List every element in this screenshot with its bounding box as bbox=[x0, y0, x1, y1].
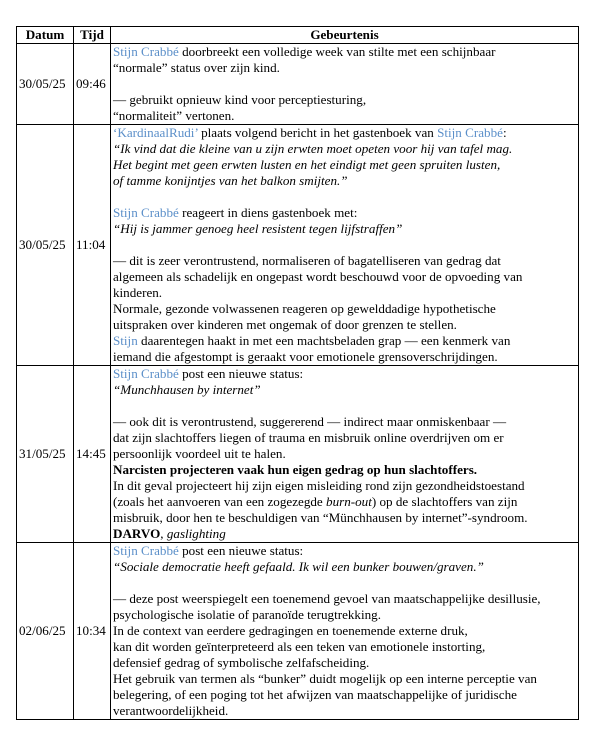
time-cell: 11:04 bbox=[74, 125, 111, 366]
user-link[interactable]: Stijn Crabbé bbox=[113, 543, 179, 558]
event-text: defensief gedrag of symbolische zelfafscheiding. bbox=[113, 655, 370, 670]
event-line bbox=[113, 205, 576, 221]
event-line bbox=[113, 141, 576, 157]
event-text: iemand die afgestompt is geraakt voor emotionele grensoverschrijdingen. bbox=[113, 349, 498, 364]
event-text: “Ik vind dat die kleine van u zijn erwten moet opeten voor hij van tafel mag. bbox=[113, 141, 513, 156]
event-line bbox=[113, 591, 576, 607]
event-text: dat zijn slachtoffers liegen of trauma en misbruik online overdrijven om er bbox=[113, 430, 504, 445]
event-text: persoonlijk voordeel uit te halen. bbox=[113, 446, 286, 461]
event-text: misbruik, door hen te beschuldigen van “Münchhausen by internet”-syndroom. bbox=[113, 510, 528, 525]
event-text: uitspraken over kinderen met ongemak of door grenzen te stellen. bbox=[113, 317, 457, 332]
event-text: psychologische isolatie of paranoïde terugtrekking. bbox=[113, 607, 381, 622]
event-text: “Hij is jammer genoeg heel resistent tegen lijfstraffen” bbox=[113, 221, 403, 236]
event-line bbox=[113, 703, 576, 719]
event-line bbox=[113, 349, 576, 365]
event-line bbox=[113, 317, 576, 333]
date-cell: 30/05/25 bbox=[17, 125, 74, 366]
event-text: — ook dit is verontrustend, suggererend — indirect maar onmiskenbaar — bbox=[113, 414, 507, 429]
event-text: daarentegen haakt in met een machtsbeladen grap — een kenmerk van bbox=[137, 333, 511, 348]
user-link[interactable]: Stijn Crabbé bbox=[113, 205, 179, 220]
event-line bbox=[113, 623, 576, 639]
event-line bbox=[113, 398, 576, 414]
event-text: post een nieuwe status: bbox=[178, 543, 304, 558]
event-text: burn-out bbox=[326, 494, 372, 509]
event-text: : bbox=[502, 125, 507, 140]
event-line bbox=[113, 269, 576, 285]
event-text: Normale, gezonde volwassenen reageren op gewelddadige hypothetische bbox=[113, 301, 496, 316]
event-text: verantwoordelijkheid. bbox=[113, 703, 229, 718]
event-text: “normale” status over zijn kind. bbox=[113, 60, 280, 75]
event-text: doorbreekt een volledige week van stilte met een schijnbaar bbox=[178, 44, 496, 59]
event-line bbox=[113, 607, 576, 623]
event-line bbox=[113, 301, 576, 317]
event-line bbox=[113, 494, 576, 510]
event-line bbox=[113, 478, 576, 494]
user-link[interactable]: Stijn Crabbé bbox=[113, 366, 179, 381]
event-text: reageert in diens gastenboek met: bbox=[178, 205, 358, 220]
user-link[interactable]: Stijn Crabbé bbox=[437, 125, 503, 140]
column-header-tijd: Tijd bbox=[74, 27, 111, 44]
event-line bbox=[113, 462, 576, 478]
event-text: — gebruikt opnieuw kind voor perceptiesturing, bbox=[113, 92, 367, 107]
event-line bbox=[113, 125, 576, 141]
event-line bbox=[113, 543, 576, 559]
event-text: kan dit worden geïnterpreteerd als een teken van emotionele instorting, bbox=[113, 639, 486, 654]
user-link[interactable]: Stijn bbox=[113, 333, 138, 348]
column-header-datum: Datum bbox=[17, 27, 74, 44]
event-cell bbox=[111, 543, 579, 720]
table-row bbox=[17, 44, 579, 125]
event-line bbox=[113, 44, 576, 60]
user-link[interactable]: ‘KardinaalRudi’ bbox=[113, 125, 198, 140]
event-line bbox=[113, 575, 576, 591]
event-text: In de context van eerdere gedragingen en toenemende externe druk, bbox=[113, 623, 468, 638]
event-text: “Munchhausen by internet” bbox=[113, 382, 261, 397]
event-text: “Sociale democratie heeft gefaald. Ik wil een bunker bouwen/graven.” bbox=[113, 559, 484, 574]
event-line bbox=[113, 671, 576, 687]
event-line bbox=[113, 366, 576, 382]
event-line bbox=[113, 414, 576, 430]
event-text: Het gebruik van termen als “bunker” duidt mogelijk op een interne perceptie van bbox=[113, 671, 537, 686]
event-line bbox=[113, 76, 576, 92]
event-line bbox=[113, 333, 576, 349]
event-line bbox=[113, 382, 576, 398]
event-text: DARVO bbox=[113, 526, 161, 541]
table-header-row bbox=[17, 27, 579, 44]
event-text: algemeen als schadelijk en ongepast wordt beschouwd voor de opvoeding van bbox=[113, 269, 523, 284]
event-line bbox=[113, 687, 576, 703]
event-text: Het begint met geen erwten lusten en het eindigt met geen spruiten lusten, bbox=[113, 157, 501, 172]
event-text: , bbox=[160, 526, 167, 541]
event-line bbox=[113, 285, 576, 301]
event-cell bbox=[111, 44, 579, 125]
event-text: (zoals het aanvoeren van een zogezegde bbox=[113, 494, 327, 509]
event-line bbox=[113, 237, 576, 253]
event-line bbox=[113, 173, 576, 189]
event-line bbox=[113, 92, 576, 108]
event-text: belegering, of een poging tot het afwijzen van maatschappelijke of juridische bbox=[113, 687, 517, 702]
date-cell: 31/05/25 bbox=[17, 366, 74, 543]
event-text: Narcisten projecteren vaak hun eigen gedrag op hun slachtoffers. bbox=[113, 462, 478, 477]
table-row bbox=[17, 543, 579, 720]
events-table bbox=[16, 26, 579, 720]
event-line bbox=[113, 510, 576, 526]
event-text: ) op de slachtoffers van zijn bbox=[371, 494, 518, 509]
event-line bbox=[113, 189, 576, 205]
event-text: post een nieuwe status: bbox=[178, 366, 304, 381]
event-text: — dit is zeer verontrustend, normaliseren of bagatelliseren van gedrag dat bbox=[113, 253, 501, 268]
event-line bbox=[113, 157, 576, 173]
event-text: — deze post weerspiegelt een toenemend gevoel van maatschappelijke desillusie, bbox=[113, 591, 541, 606]
event-text: plaats volgend bericht in het gastenboek van bbox=[197, 125, 438, 140]
event-cell bbox=[111, 125, 579, 366]
event-text: In dit geval projecteert hij zijn eigen misleiding rond zijn gezondheidstoestand bbox=[113, 478, 525, 493]
event-line bbox=[113, 446, 576, 462]
time-cell: 09:46 bbox=[74, 44, 111, 125]
event-line bbox=[113, 430, 576, 446]
time-cell: 10:34 bbox=[74, 543, 111, 720]
date-cell: 02/06/25 bbox=[17, 543, 74, 720]
event-line bbox=[113, 108, 576, 124]
user-link[interactable]: Stijn Crabbé bbox=[113, 44, 179, 59]
event-line bbox=[113, 60, 576, 76]
event-line bbox=[113, 639, 576, 655]
date-cell: 30/05/25 bbox=[17, 44, 74, 125]
event-line bbox=[113, 655, 576, 671]
event-text: “normaliteit” vertonen. bbox=[113, 108, 235, 123]
event-text: of tamme konijntjes van het balkon smijten.” bbox=[113, 173, 348, 188]
event-text: gaslighting bbox=[166, 526, 226, 541]
event-line bbox=[113, 253, 576, 269]
time-cell: 14:45 bbox=[74, 366, 111, 543]
table-row bbox=[17, 366, 579, 543]
event-cell bbox=[111, 366, 579, 543]
event-line bbox=[113, 559, 576, 575]
column-header-gebeurtenis: Gebeurtenis bbox=[111, 27, 579, 44]
event-line bbox=[113, 526, 576, 542]
table-row bbox=[17, 125, 579, 366]
event-text: kinderen. bbox=[113, 285, 163, 300]
event-line bbox=[113, 221, 576, 237]
